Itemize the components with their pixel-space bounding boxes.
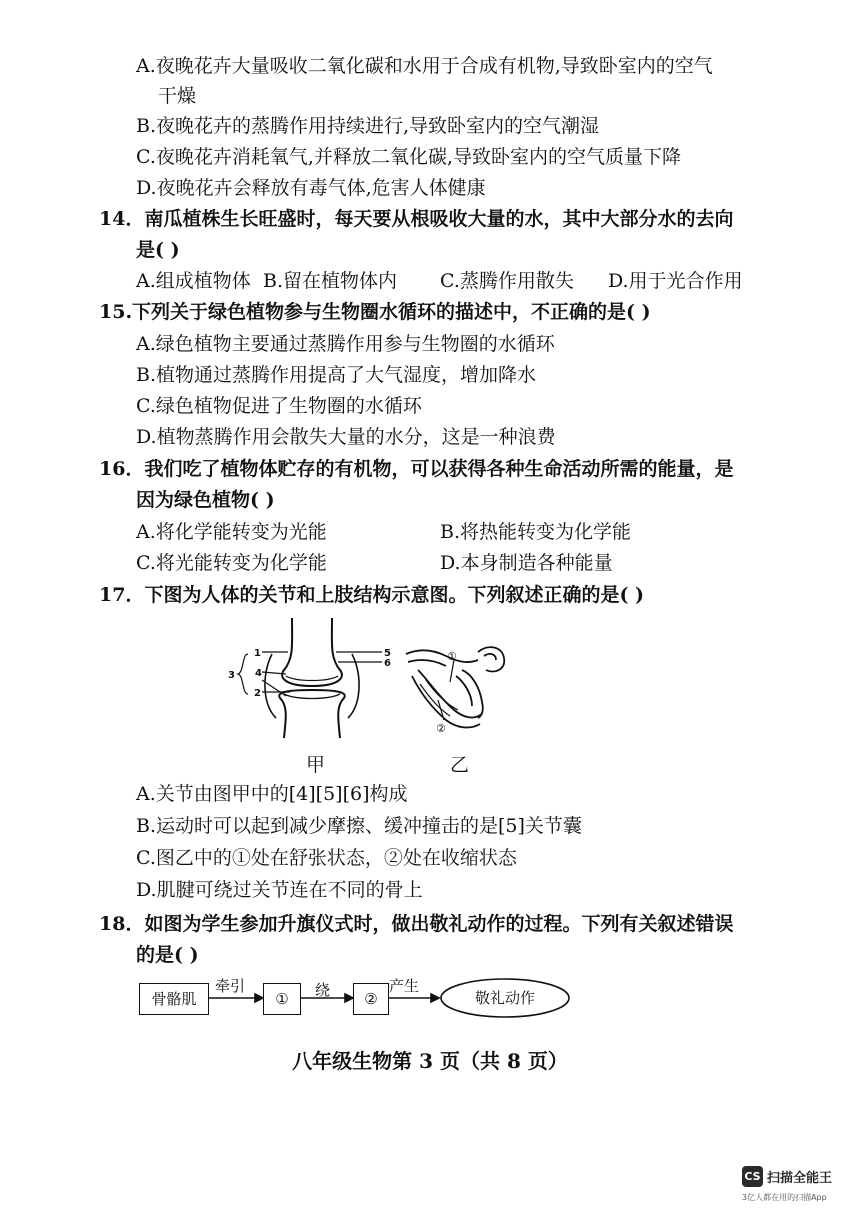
flow-arrow-label-pull: 牵引 (215, 977, 246, 995)
q13-option-a-line2: 干燥 (158, 85, 197, 107)
figure-label-yi: 乙 (450, 754, 470, 776)
q18-stem-line2: 的是( ) (136, 944, 199, 966)
scanner-watermark (742, 1166, 842, 1206)
flow-box-2: ② (353, 983, 389, 1015)
q16-option-a: A.将化学能转变为光能 (136, 521, 327, 543)
q18-stem-line1: 18．如图为学生参加升旗仪式时，做出敬礼动作的过程。下列有关叙述错误 (99, 913, 734, 935)
flow-box-1: ① (263, 983, 301, 1015)
q16-option-b: B.将热能转变为化学能 (440, 521, 632, 543)
q13-option-b: B.夜晚花卉的蒸腾作用持续进行,导致卧室内的空气潮湿 (136, 115, 600, 137)
flow-box-skeletal-muscle: 骨骼肌 (139, 983, 209, 1015)
q14-stem-line1: 14．南瓜植株生长旺盛时，每天要从根吸收大量的水，其中大部分水的去向 (99, 208, 734, 230)
q17-option-d: D.肌腱可绕过关节连在不同的骨上 (136, 879, 423, 901)
q17-option-a: A.关节由图甲中的[4][5][6]构成 (136, 783, 408, 805)
q16-option-c: C.将光能转变为化学能 (136, 552, 327, 574)
q14-option-b: B.留在植物体内 (263, 270, 398, 292)
q14-option-d: D.用于光合作用 (608, 270, 743, 292)
arm-diagram (398, 640, 518, 736)
q16-stem-line1: 16．我们吃了植物体贮存的有机物，可以获得各种生命活动所需的能量，是 (99, 458, 734, 480)
q17-option-b: B.运动时可以起到减少摩擦、缓冲撞击的是[5]关节囊 (136, 815, 582, 837)
joint-label-5: 5 (384, 648, 391, 659)
joint-label-1: 1 (254, 648, 261, 659)
arm-label-1: ① (447, 650, 457, 663)
q15-option-d: D.植物蒸腾作用会散失大量的水分，这是一种浪费 (136, 426, 556, 448)
q15-option-a: A.绿色植物主要通过蒸腾作用参与生物圈的水循环 (136, 333, 555, 355)
q16-option-d: D.本身制造各种能量 (440, 552, 613, 574)
joint-label-3: 3 (228, 670, 235, 681)
q15-option-c: C.绿色植物促进了生物圈的水循环 (136, 395, 422, 417)
watermark-tagline: 3亿人都在用的扫描App (742, 1193, 827, 1202)
page-footer: 八年级生物第 3 页（共 8 页） (292, 1049, 568, 1073)
q16-stem-line2: 因为绿色植物( ) (136, 489, 275, 511)
joint-diagram (222, 614, 398, 742)
joint-label-4: 4 (255, 668, 262, 679)
q14-option-a: A.组成植物体 (136, 270, 251, 292)
flow-arrow-label-around: 绕 (315, 981, 331, 999)
arm-label-2: ② (436, 722, 446, 735)
camscanner-logo-icon: CS (742, 1166, 763, 1187)
joint-label-2: 2 (254, 688, 261, 699)
q18-flow-diagram (135, 975, 575, 1025)
joint-label-6: 6 (384, 658, 391, 669)
q13-option-d: D.夜晚花卉会释放有毒气体,危害人体健康 (136, 177, 486, 199)
q17-option-c: C.图乙中的①处在舒张状态，②处在收缩状态 (136, 847, 517, 869)
q15-stem: 15.下列关于绿色植物参与生物圈水循环的描述中，不正确的是( ) (99, 301, 651, 323)
watermark-name: 扫描全能王 (767, 1171, 833, 1186)
q13-option-c: C.夜晚花卉消耗氧气,并释放二氧化碳,导致卧室内的空气质量下降 (136, 146, 681, 168)
flow-end-salute: 敬礼动作 (474, 989, 535, 1007)
q14-option-c: C.蒸腾作用散失 (440, 270, 574, 292)
q13-option-a-line1: A.夜晚花卉大量吸收二氧化碳和水用于合成有机物,导致卧室内的空气 (136, 55, 713, 77)
q17-stem: 17．下图为人体的关节和上肢结构示意图。下列叙述正确的是( ) (99, 584, 645, 606)
figure-label-jia: 甲 (306, 754, 326, 776)
q14-stem-line2: 是( ) (136, 239, 180, 261)
flow-arrow-label-produce: 产生 (389, 977, 420, 995)
q15-option-b: B.植物通过蒸腾作用提高了大气湿度，增加降水 (136, 364, 537, 386)
